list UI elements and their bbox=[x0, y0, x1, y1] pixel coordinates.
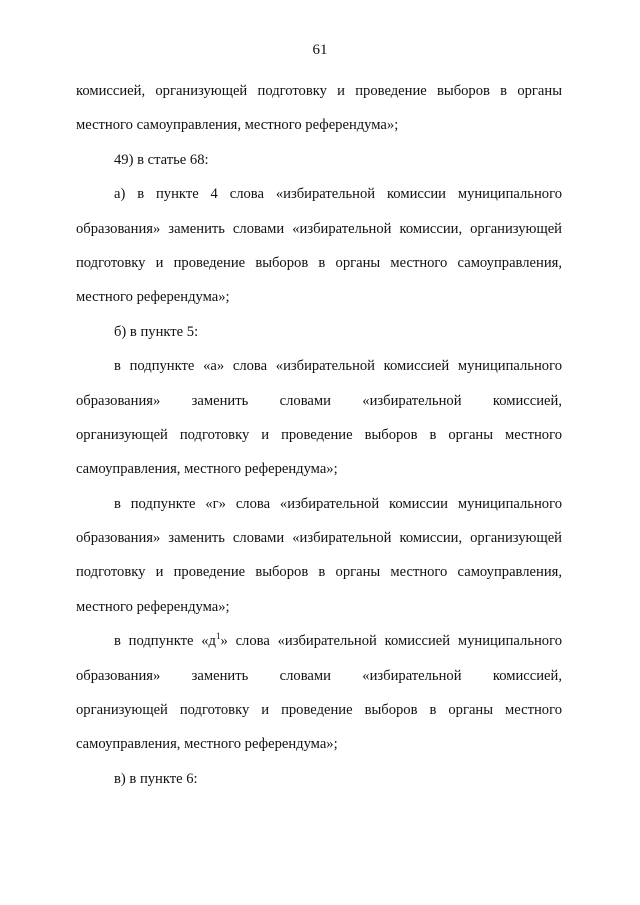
paragraph-subitem-v bbox=[76, 762, 562, 796]
page-number: 61 bbox=[312, 42, 328, 58]
text-line: организующей подготовку и проведение выборов в органы местного bbox=[76, 426, 562, 443]
paragraph-subclause-g bbox=[76, 487, 562, 625]
superscript-index: 1 bbox=[215, 631, 221, 642]
text-line: подготовку и проведение выборов в органы местного самоуправления, bbox=[76, 254, 562, 271]
text-line: местного самоуправления, местного референдума»; bbox=[76, 117, 399, 134]
text-line: самоуправления, местного референдума»; bbox=[76, 736, 338, 753]
text-line bbox=[76, 624, 562, 658]
text-line: организующей подготовку и проведение выборов в органы местного bbox=[76, 702, 562, 719]
text-line: в) в пункте 6: bbox=[114, 770, 198, 787]
text-line: б) в пункте 5: bbox=[114, 323, 199, 340]
text-fragment: в подпункте «д bbox=[114, 633, 216, 650]
text-line: образования» заменить словами «избирательной комиссией, bbox=[76, 392, 562, 409]
text-line: комиссией, организующей подготовку и проведение выборов в органы bbox=[76, 83, 562, 99]
paragraph-subclause-d1 bbox=[76, 624, 562, 762]
document-body bbox=[76, 74, 562, 796]
text-line: образования» заменить словами «избирательной комиссией, bbox=[76, 667, 562, 684]
text-line: в подпункте «а» слова «избирательной комиссией муниципального bbox=[114, 358, 562, 375]
paragraph-subitem-a bbox=[76, 177, 562, 315]
paragraph-item-49 bbox=[76, 143, 562, 177]
paragraph-subitem-b bbox=[76, 315, 562, 349]
text-line: образования» заменить словами «избирательной комиссии, организующей bbox=[76, 530, 562, 547]
text-line: местного референдума»; bbox=[76, 598, 230, 615]
text-line: самоуправления, местного референдума»; bbox=[76, 461, 338, 478]
paragraph-subclause-a bbox=[76, 349, 562, 487]
text-line: подготовку и проведение выборов в органы местного самоуправления, bbox=[76, 564, 562, 581]
text-line: образования» заменить словами «избирательной комиссии, организующей bbox=[76, 220, 562, 237]
text-line: 49) в статье 68: bbox=[114, 151, 209, 168]
text-line: а) в пункте 4 слова «избирательной комиссии муниципального bbox=[114, 186, 562, 203]
text-line: местного референдума»; bbox=[76, 289, 230, 306]
paragraph-continuation bbox=[76, 74, 562, 143]
text-fragment: » слова «избирательной комиссией муниципального bbox=[220, 633, 562, 650]
text-line: в подпункте «г» слова «избирательной комиссии муниципального bbox=[114, 495, 562, 512]
